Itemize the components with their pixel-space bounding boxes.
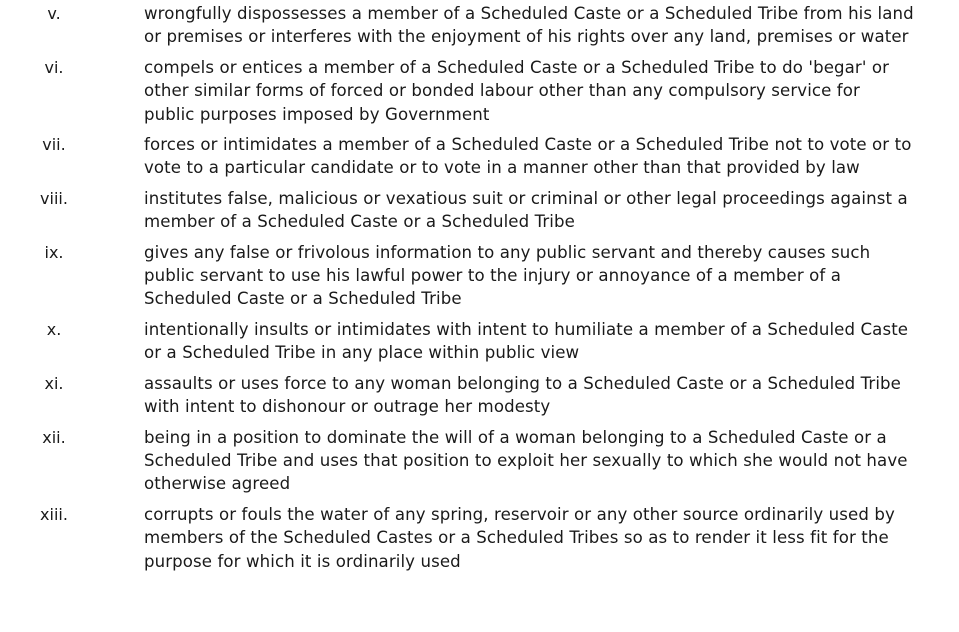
clause-numeral: xi.: [44, 373, 64, 393]
clause-text: compels or entices a member of a Scheduled Caste or a Scheduled Tribe to do 'begar' or other similar forms of forced or bonded labour other than any compulsory service for public purposes imposed by Government: [144, 57, 890, 124]
clause-text: gives any false or frivolous information to any public servant and thereby causes such public servant to use his lawful power to the injury or annoyance of a member of a Scheduled Caste or a Scheduled Tribe: [144, 242, 871, 309]
clause-numeral: vi.: [44, 57, 64, 77]
clause-numeral: ix.: [44, 242, 64, 262]
list-item: [0, 56, 959, 126]
list-item: [0, 2, 959, 49]
clause-text: forces or intimidates a member of a Scheduled Caste or a Scheduled Tribe not to vote or to vote to a particular candidate or to vote in a manner other than that provided by law: [144, 135, 912, 178]
clause-text: intentionally insults or intimidates with intent to humiliate a member of a Scheduled Caste or a Scheduled Tribe in any place within public view: [144, 319, 909, 363]
clause-numeral: vii.: [42, 135, 66, 155]
clause-numeral: x.: [46, 319, 62, 339]
clause-text: being in a position to dominate the will of a woman belonging to a Scheduled Caste or a Scheduled Tribe and uses that position to exploit her sexually to which she would not have otherwise agreed: [144, 427, 908, 494]
clause-numeral: viii.: [40, 188, 68, 208]
list-item: [0, 241, 959, 311]
clause-numeral: v.: [47, 4, 61, 23]
clause-text: corrupts or fouls the water of any spring, reservoir or any other source ordinarily used by members of the Scheduled Castes or a Scheduled Tribes so as to render it less fit for the purpose for which it is ordinarily used: [144, 504, 895, 571]
list-item: [0, 318, 959, 365]
clause-numeral: xiii.: [40, 504, 68, 524]
clause-text: wrongfully dispossesses a member of a Scheduled Caste or a Scheduled Tribe from his land or premises or interferes with the enjoyment of his rights over any land, premises or water: [144, 4, 914, 47]
list-item: [0, 372, 959, 419]
list-item: [0, 133, 959, 180]
list-item: [0, 426, 959, 496]
list-item: [0, 187, 959, 234]
clause-text: institutes false, malicious or vexatious suit or criminal or other legal proceedings against a member of a Scheduled Caste or a Scheduled Tribe: [144, 188, 908, 232]
clause-text: assaults or uses force to any woman belonging to a Scheduled Caste or a Scheduled Tribe with intent to dishonour or outrage her modesty: [144, 373, 901, 417]
clause-list: [0, 2, 959, 580]
list-item: [0, 503, 959, 573]
clause-numeral: xii.: [42, 427, 66, 447]
